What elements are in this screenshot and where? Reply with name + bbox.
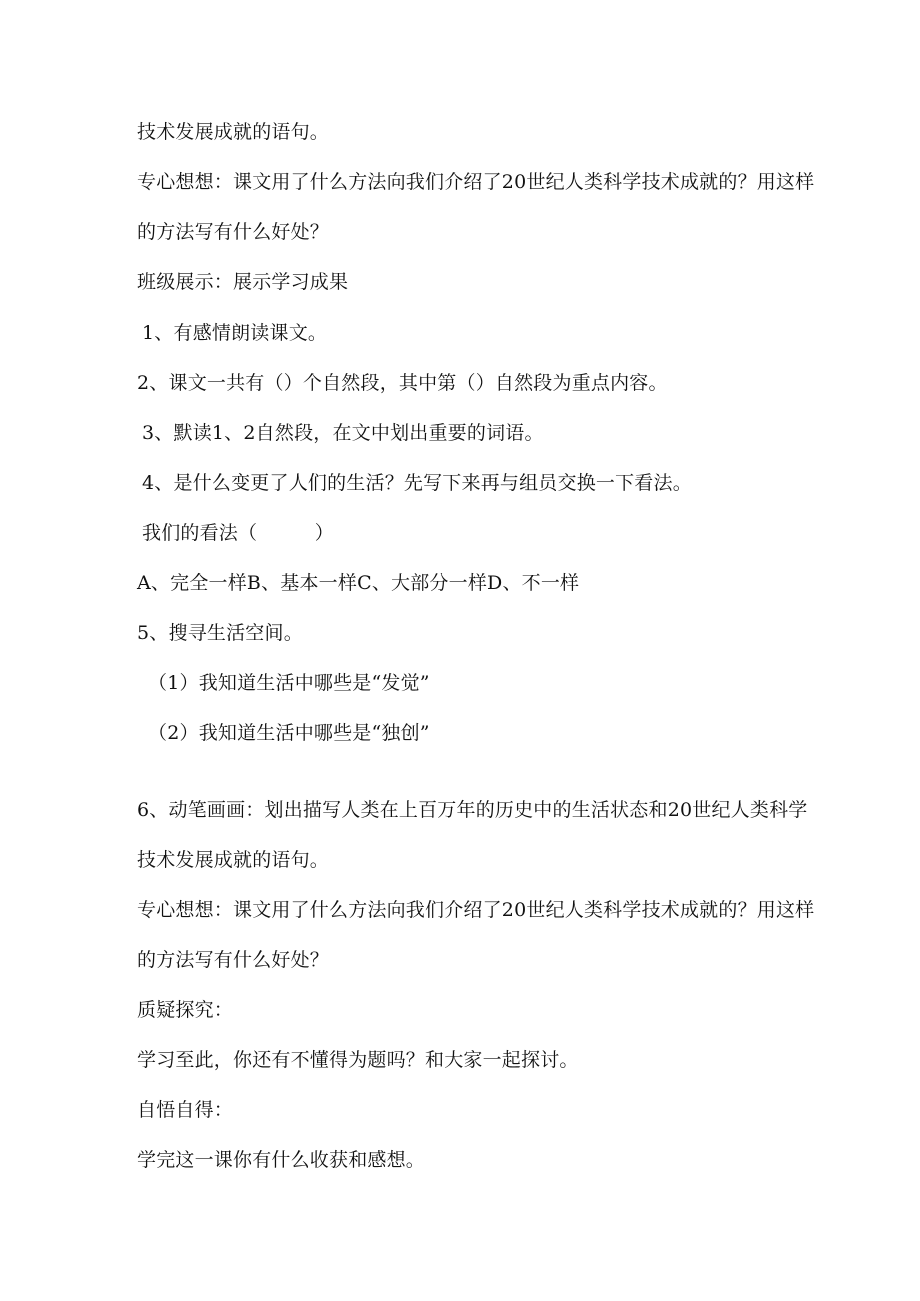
text-line: 学完这一课你有什么收获和感想。 xyxy=(137,1149,426,1171)
sub-list-item: （1）我知道生活中哪些是“发觉” xyxy=(148,672,430,694)
sub-list-item: （2）我知道生活中哪些是“独创” xyxy=(148,722,430,744)
text-line: 专心想想：课文用了什么方法向我们介绍了20世纪人类科学技术成就的？用这样 xyxy=(137,899,815,921)
text-line: 专心想想：课文用了什么方法向我们介绍了20世纪人类科学技术成就的？用这样 xyxy=(137,171,815,193)
list-item: 6、动笔画画：划出描写人类在上百万年的历史中的生活状态和20世纪人类科学 xyxy=(137,799,808,821)
text-line: 技术发展成就的语句。 xyxy=(137,121,330,143)
text-line: 的方法写有什么好处？ xyxy=(137,949,330,971)
list-item: 3、默读1、2自然段，在文中划出重要的词语。 xyxy=(142,422,544,444)
list-item: 1、有感情朗读课文。 xyxy=(142,322,328,344)
section-heading: 班级展示：展示学习成果 xyxy=(137,271,349,293)
section-heading: 质疑探究： xyxy=(137,999,234,1021)
choice-options: A、完全一样B、基本一样C、大部分一样D、不一样 xyxy=(137,572,580,594)
opinion-prompt: 我们的看法（ ） xyxy=(142,522,335,544)
text-line: 学习至此，你还有不懂得为题吗？和大家一起探讨。 xyxy=(137,1049,579,1071)
list-item: 4、是什么变更了人们的生活？先写下来再与组员交换一下看法。 xyxy=(142,472,692,494)
text-line: 技术发展成就的语句。 xyxy=(137,849,330,871)
list-item: 5、搜寻生活空间。 xyxy=(137,622,303,644)
list-item: 2、课文一共有（）个自然段，其中第（）自然段为重点内容。 xyxy=(137,372,668,394)
text-line: 的方法写有什么好处？ xyxy=(137,221,330,243)
section-heading: 自悟自得： xyxy=(137,1099,234,1121)
